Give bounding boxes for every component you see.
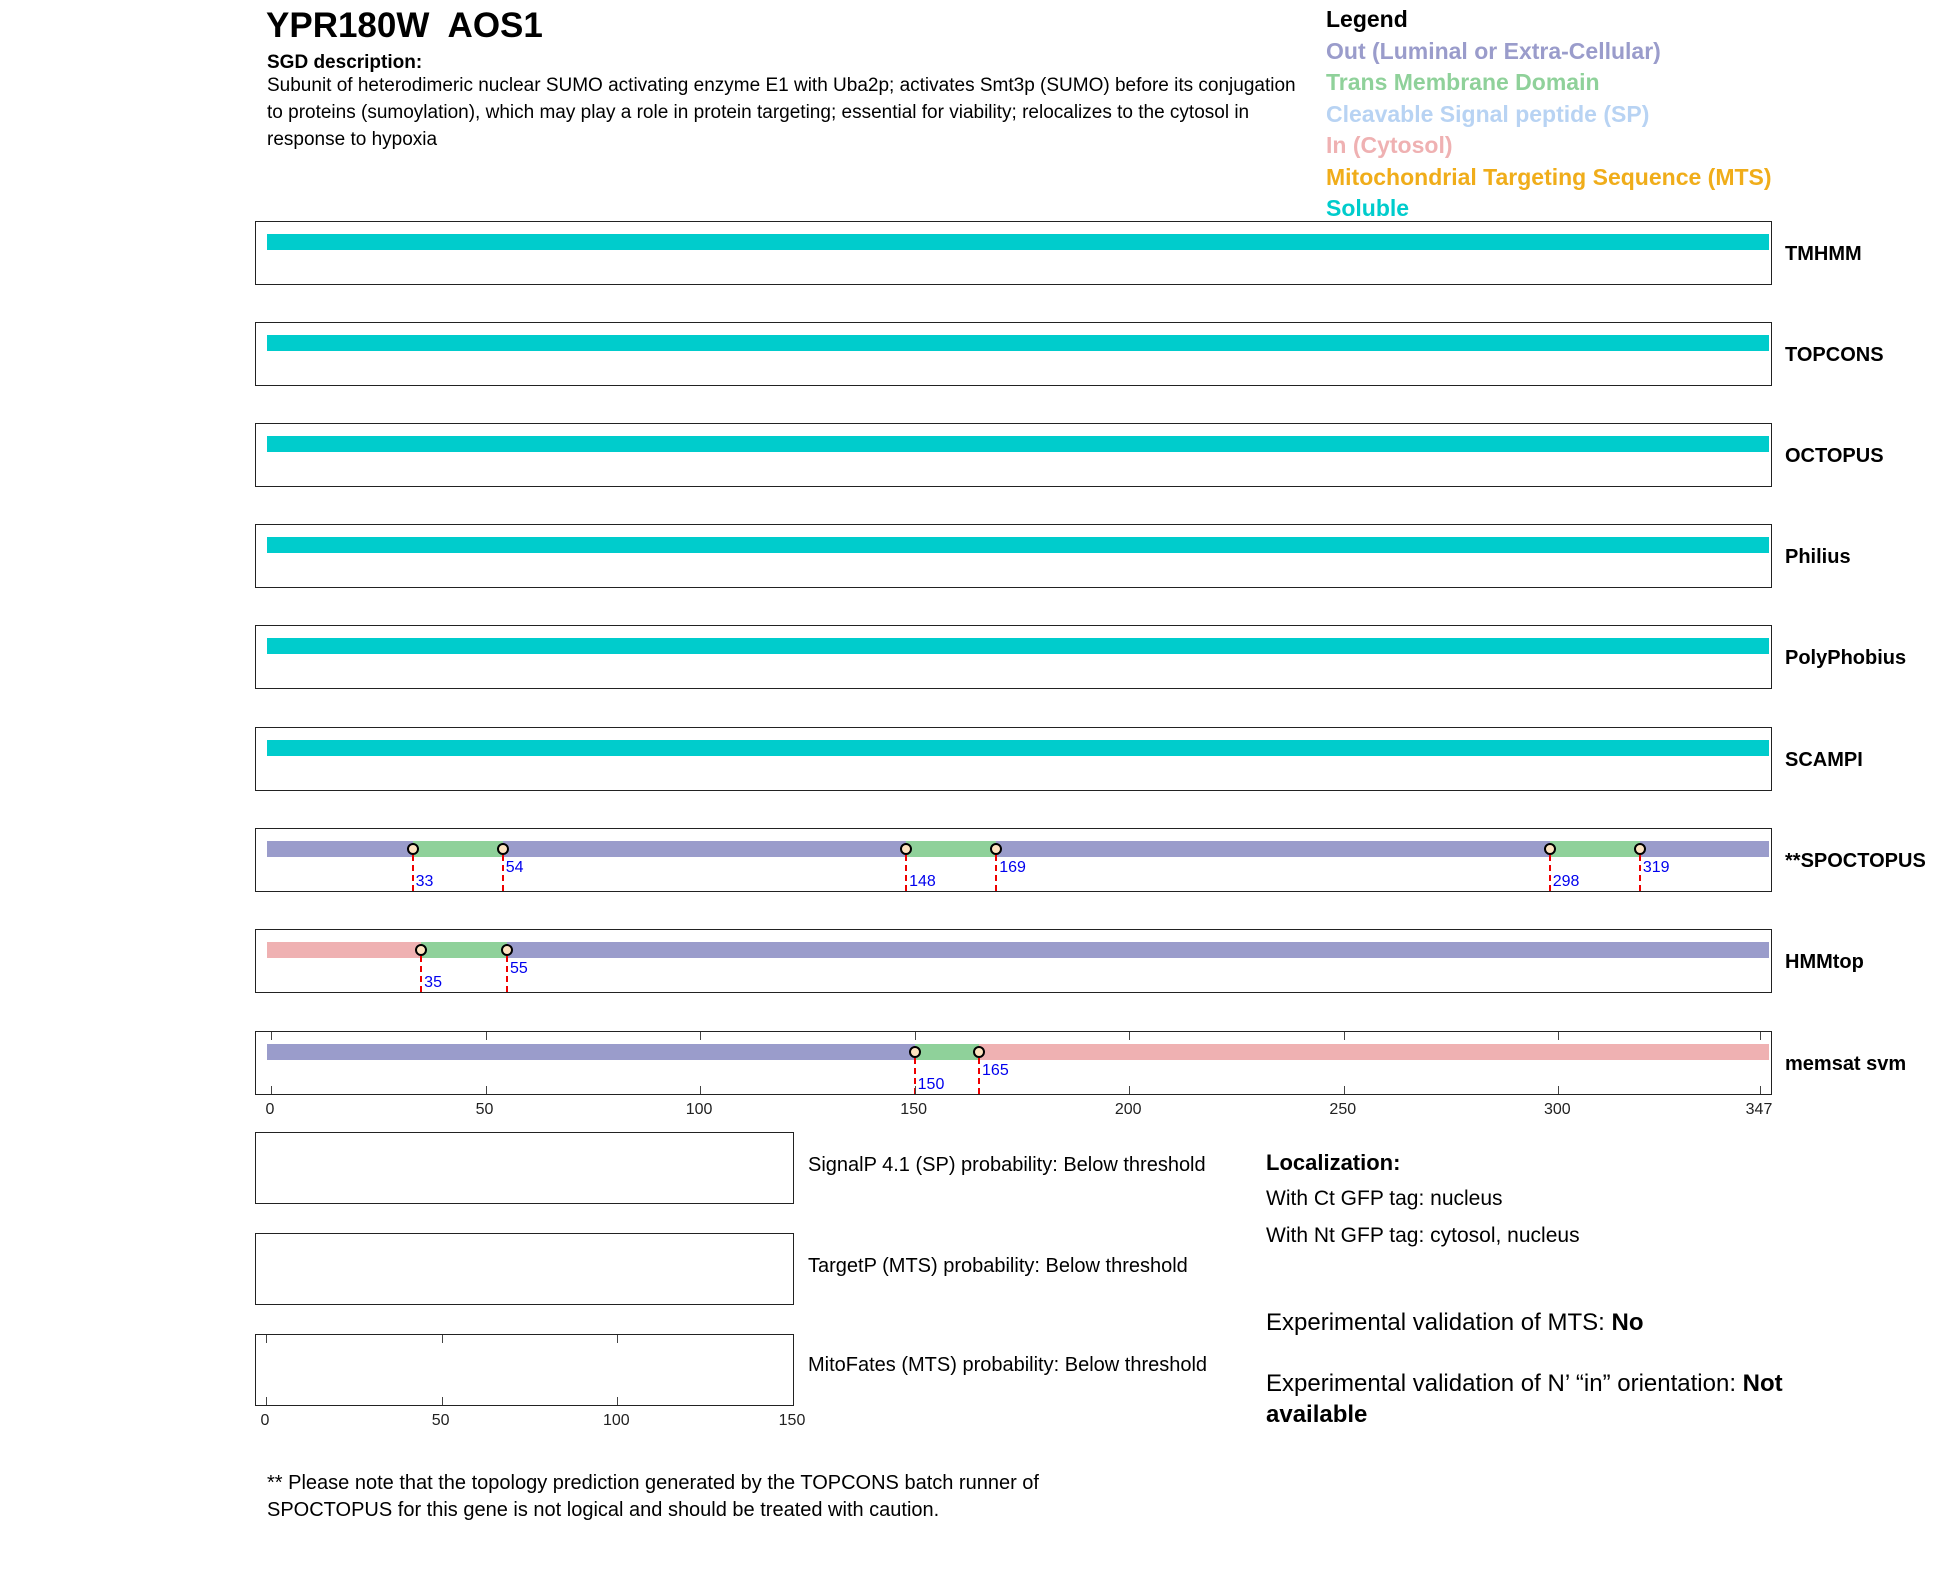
axis-tick xyxy=(1558,1032,1559,1040)
segment-soluble xyxy=(267,740,1769,756)
boundary-line xyxy=(1639,855,1641,891)
axis-tick xyxy=(266,1335,267,1343)
segment-out xyxy=(996,841,1550,857)
track-box xyxy=(255,727,1772,791)
boundary-marker xyxy=(407,843,419,855)
probability-box xyxy=(255,1233,794,1305)
axis-tick xyxy=(1344,1086,1345,1094)
segment-tm xyxy=(915,1044,979,1060)
legend-title: Legend xyxy=(1326,6,1408,32)
segment-soluble xyxy=(267,638,1769,654)
axis-tick xyxy=(271,1032,272,1040)
track-label: TMHMM xyxy=(1785,243,1862,265)
track-label: OCTOPUS xyxy=(1785,445,1884,467)
segment-in xyxy=(979,1044,1769,1060)
axis-tick-label: 300 xyxy=(1543,1101,1571,1118)
caution-note: ** Please note that the topology prediction generated by the TOPCONS batch runner of SPOCTOPUS for this gene is not logical and should be treated with caution. xyxy=(267,1472,1039,1521)
axis-tick xyxy=(1129,1086,1130,1094)
axis-tick xyxy=(442,1335,443,1343)
legend-item: Mitochondrial Targeting Sequence (MTS) xyxy=(1326,163,1772,190)
axis-tick xyxy=(700,1086,701,1094)
boundary-line xyxy=(506,956,508,992)
segment-tm xyxy=(421,942,507,958)
segment-tm xyxy=(1550,841,1640,857)
localization-nt: With Nt GFP tag: cytosol, nucleus xyxy=(1266,1224,1580,1247)
boundary-line xyxy=(412,855,414,891)
mts-validation-label: Experimental validation of MTS: xyxy=(1266,1309,1612,1336)
localization-ct: With Ct GFP tag: nucleus xyxy=(1266,1187,1503,1210)
probability-label: TargetP (MTS) probability: Below threshold xyxy=(808,1255,1188,1277)
axis-tick xyxy=(1760,1086,1761,1094)
legend xyxy=(1326,4,1772,225)
boundary-line xyxy=(1549,855,1551,891)
track-label: Philius xyxy=(1785,546,1851,568)
track-label: TOPCONS xyxy=(1785,344,1884,366)
boundary-marker xyxy=(497,843,509,855)
segment-soluble xyxy=(267,537,1769,553)
mts-validation-value: No xyxy=(1611,1309,1644,1336)
axis-tick xyxy=(1558,1086,1559,1094)
legend-item: Out (Luminal or Extra-Cellular) xyxy=(1326,37,1661,64)
axis-tick-label: 50 xyxy=(431,1412,450,1429)
axis-tick-label: 150 xyxy=(778,1412,806,1429)
track-label: **SPOCTOPUS xyxy=(1785,850,1926,872)
segment-out xyxy=(507,942,1769,958)
segment-out xyxy=(267,1044,915,1060)
axis-tick xyxy=(700,1032,701,1040)
legend-item: Cleavable Signal peptide (SP) xyxy=(1326,100,1650,127)
segment-in xyxy=(267,942,421,958)
axis-tick xyxy=(915,1086,916,1094)
track-label: HMMtop xyxy=(1785,951,1864,973)
boundary-line xyxy=(502,855,504,891)
axis-tick-label: 100 xyxy=(602,1412,630,1429)
axis-tick xyxy=(1344,1032,1345,1040)
track-box xyxy=(255,1031,1772,1095)
segment-soluble xyxy=(267,234,1769,250)
boundary-marker xyxy=(1544,843,1556,855)
axis-tick xyxy=(617,1397,618,1405)
boundary-marker xyxy=(973,1046,985,1058)
axis-tick-label: 150 xyxy=(900,1101,928,1118)
boundary-line xyxy=(420,956,422,992)
axis-tick xyxy=(617,1335,618,1343)
axis-tick-label: 50 xyxy=(475,1101,494,1118)
axis-tick-label: 0 xyxy=(260,1412,270,1429)
axis-tick xyxy=(442,1397,443,1405)
track-label: PolyPhobius xyxy=(1785,647,1907,669)
orientation-validation-value: Not available xyxy=(1266,1370,1783,1428)
segment-soluble xyxy=(267,436,1769,452)
track-box xyxy=(255,322,1772,386)
boundary-label: 33 xyxy=(415,873,434,890)
probability-box xyxy=(255,1334,794,1406)
boundary-label: 169 xyxy=(999,859,1026,876)
boundary-line xyxy=(978,1058,980,1094)
axis-tick xyxy=(271,1086,272,1094)
track-label: memsat svm xyxy=(1785,1053,1907,1075)
boundary-marker xyxy=(909,1046,921,1058)
axis-tick-label: 100 xyxy=(685,1101,713,1118)
segment-out xyxy=(503,841,906,857)
axis-tick-label: 0 xyxy=(265,1101,275,1118)
track-label: SCAMPI xyxy=(1785,749,1863,771)
segment-out xyxy=(1640,841,1769,857)
probability-box xyxy=(255,1132,794,1204)
axis-tick-label: 250 xyxy=(1329,1101,1357,1118)
segment-tm xyxy=(413,841,503,857)
probability-label: MitoFates (MTS) probability: Below threshold xyxy=(808,1354,1208,1376)
boundary-label: 319 xyxy=(1642,859,1670,876)
boundary-label: 148 xyxy=(909,873,936,890)
segment-tm xyxy=(906,841,996,857)
boundary-label: 35 xyxy=(424,974,442,991)
axis-tick xyxy=(486,1086,487,1094)
track-box xyxy=(255,524,1772,588)
boundary-line xyxy=(995,855,997,891)
description-label: SGD description: xyxy=(267,52,423,73)
boundary-marker xyxy=(501,944,513,956)
boundary-line xyxy=(905,855,907,891)
legend-item: In (Cytosol) xyxy=(1326,132,1453,158)
axis-tick xyxy=(266,1397,267,1405)
boundary-label: 165 xyxy=(982,1062,1009,1079)
segment-soluble xyxy=(267,335,1769,351)
axis-tick-label: 200 xyxy=(1114,1101,1142,1118)
axis-tick xyxy=(915,1032,916,1040)
track-box xyxy=(255,221,1772,285)
segment-out xyxy=(267,841,413,857)
track-box xyxy=(255,828,1772,892)
track-box xyxy=(255,423,1772,487)
localization-title: Localization: xyxy=(1266,1150,1401,1175)
boundary-label: 55 xyxy=(510,960,528,977)
track-box xyxy=(255,625,1772,689)
axis-tick xyxy=(1129,1032,1130,1040)
axis-tick-label: 347 xyxy=(1745,1101,1773,1118)
axis-tick xyxy=(1760,1032,1761,1040)
boundary-label: 150 xyxy=(917,1076,945,1093)
boundary-marker xyxy=(1634,843,1646,855)
legend-item: Trans Membrane Domain xyxy=(1326,69,1600,95)
axis-tick xyxy=(486,1032,487,1040)
description: Subunit of heterodimeric nuclear SUMO activating enzyme E1 with Uba2p; activates Smt3p (SUMO) before its conjugation to proteins (sumoylation), which may play a role in protein targeting; essential for viability; relocalizes to the cytosol in response to hypoxia xyxy=(267,75,1296,150)
track-box xyxy=(255,929,1772,993)
gene-title: YPR180W AOS1 xyxy=(266,6,543,45)
probability-label: SignalP 4.1 (SP) probability: Below threshold xyxy=(808,1154,1206,1176)
boundary-label: 298 xyxy=(1552,873,1580,890)
mts-validation xyxy=(1266,1309,1643,1337)
boundary-label: 54 xyxy=(505,859,524,876)
boundary-marker xyxy=(900,843,912,855)
orientation-validation-label: Experimental validation of N’ “in” orientation: xyxy=(1266,1370,1743,1397)
orientation-validation xyxy=(1266,1368,1866,1430)
legend-item: Soluble xyxy=(1326,195,1410,221)
